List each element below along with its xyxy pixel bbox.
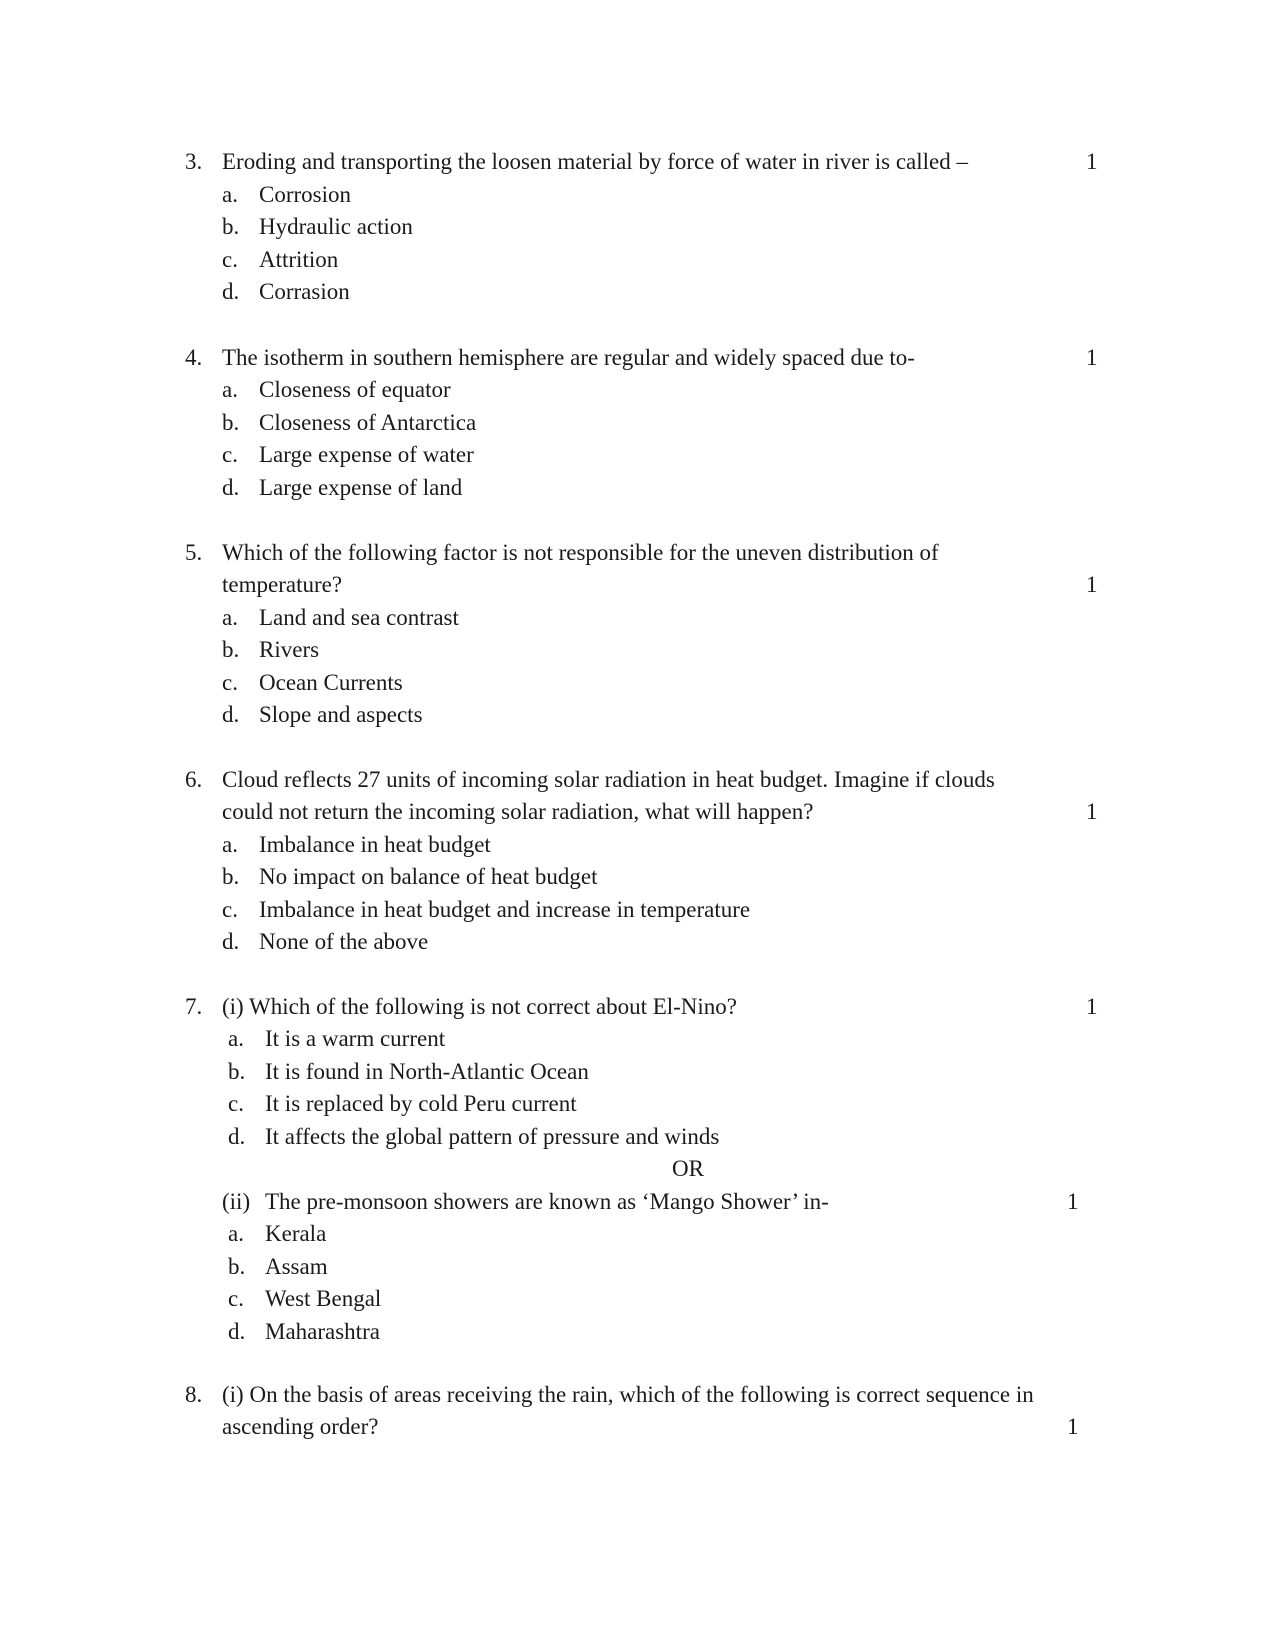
marks-value: 1 — [1086, 994, 1098, 1019]
question-text: The isotherm in southern hemisphere are regular and widely spaced due to- — [222, 345, 915, 370]
option-text: Large expense of water — [259, 442, 474, 467]
marks-value: 1 — [1086, 572, 1098, 597]
option-text: Maharashtra — [265, 1319, 380, 1344]
option-text: Ocean Currents — [259, 670, 403, 695]
sub-question-label: (ii) — [222, 1189, 251, 1214]
option-label: a. — [222, 377, 238, 402]
option-text: Corrasion — [259, 279, 350, 304]
marks-value: 1 — [1067, 1414, 1079, 1439]
option-label: b. — [222, 410, 240, 435]
option-text: It is a warm current — [265, 1026, 446, 1051]
question-text: Which of the following factor is not responsible for the uneven distribution of — [222, 540, 939, 565]
option-label: d. — [222, 702, 240, 727]
question-text: could not return the incoming solar radiation, what will happen? — [222, 799, 814, 824]
option-label: a. — [228, 1221, 244, 1246]
question-text: (i) On the basis of areas receiving the rain, which of the following is correct sequence in — [222, 1382, 1034, 1407]
option-label: d. — [228, 1124, 246, 1149]
question-text: temperature? — [222, 572, 343, 597]
marks-value: 1 — [1086, 799, 1098, 824]
question-text: ascending order? — [222, 1414, 379, 1439]
marks-value: 1 — [1086, 345, 1098, 370]
question-number: 5. — [185, 540, 203, 565]
option-text: Hydraulic action — [259, 214, 413, 239]
option-text: Imbalance in heat budget — [259, 832, 491, 857]
option-label: a. — [222, 605, 238, 630]
option-text: Imbalance in heat budget and increase in temperature — [259, 897, 751, 922]
question-number: 7. — [185, 994, 203, 1019]
question-text: Eroding and transporting the loosen material by force of water in river is called – — [222, 149, 968, 174]
option-label: d. — [222, 279, 240, 304]
option-label: d. — [228, 1319, 246, 1344]
question-text: Cloud reflects 27 units of incoming solar radiation in heat budget. Imagine if clouds — [222, 767, 995, 792]
option-label: a. — [222, 182, 238, 207]
option-text: Rivers — [259, 637, 320, 662]
option-text: Closeness of Antarctica — [259, 410, 477, 435]
option-text: Closeness of equator — [259, 377, 451, 402]
option-label: c. — [222, 442, 238, 467]
question-number: 4. — [185, 345, 203, 370]
option-label: b. — [228, 1059, 246, 1084]
question-text: (i) Which of the following is not correct about El-Nino? — [222, 994, 738, 1019]
option-text: Attrition — [259, 247, 339, 272]
option-label: b. — [222, 637, 240, 662]
option-label: c. — [222, 670, 238, 695]
option-label: a. — [222, 832, 238, 857]
option-label: b. — [228, 1254, 246, 1279]
option-label: b. — [222, 214, 240, 239]
option-text: Slope and aspects — [259, 702, 423, 727]
option-label: c. — [228, 1091, 244, 1116]
option-label: d. — [222, 475, 240, 500]
option-text: Assam — [265, 1254, 328, 1279]
question-number: 6. — [185, 767, 203, 792]
option-label: a. — [228, 1026, 244, 1051]
option-text: West Bengal — [265, 1286, 382, 1311]
option-text: It is replaced by cold Peru current — [265, 1091, 577, 1116]
option-text: None of the above — [259, 929, 429, 954]
option-text: Kerala — [265, 1221, 327, 1246]
option-text: No impact on balance of heat budget — [259, 864, 598, 889]
option-text: It is found in North-Atlantic Ocean — [265, 1059, 589, 1084]
question-number: 8. — [185, 1382, 203, 1407]
option-text: Land and sea contrast — [259, 605, 459, 630]
question-text: The pre-monsoon showers are known as ‘Mango Shower’ in- — [265, 1189, 829, 1214]
option-label: c. — [228, 1286, 244, 1311]
or-separator: OR — [672, 1156, 704, 1181]
option-text: It affects the global pattern of pressure and winds — [265, 1124, 720, 1149]
option-label: c. — [222, 247, 238, 272]
option-text: Corrosion — [259, 182, 351, 207]
marks-value: 1 — [1067, 1189, 1079, 1214]
option-label: c. — [222, 897, 238, 922]
question-number: 3. — [185, 149, 203, 174]
marks-value: 1 — [1086, 149, 1098, 174]
option-text: Large expense of land — [259, 475, 463, 500]
option-label: b. — [222, 864, 240, 889]
option-label: d. — [222, 929, 240, 954]
